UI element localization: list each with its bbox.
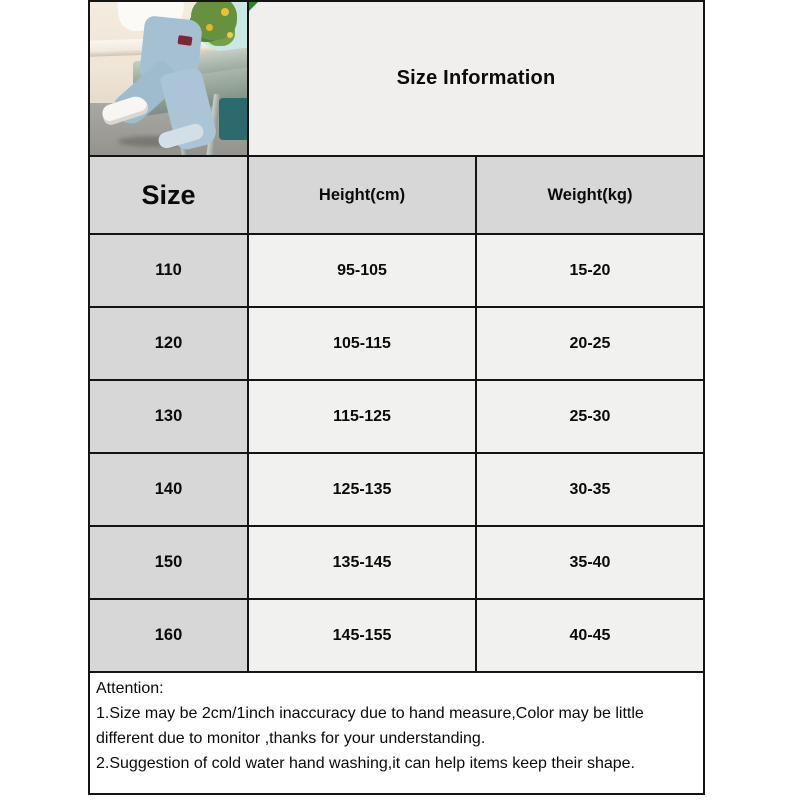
photo-plant-fruit <box>206 24 213 31</box>
size-cell: 160 <box>90 600 247 671</box>
size-cell: 140 <box>90 454 247 525</box>
green-corner-marker-icon <box>249 2 258 11</box>
height-cell: 145-155 <box>249 600 475 671</box>
size-chart-sheet <box>88 0 705 795</box>
column-header-size: Size <box>90 157 247 233</box>
weight-cell: 20-25 <box>477 308 703 379</box>
photo-plant-fruit <box>221 8 229 16</box>
photo-plant-fruit <box>227 32 233 38</box>
attention-heading: Attention: <box>96 680 164 697</box>
height-cell: 135-145 <box>249 527 475 598</box>
height-cell: 115-125 <box>249 381 475 452</box>
page-title: Size Information <box>396 67 556 89</box>
product-photo <box>90 2 247 155</box>
height-cell: 95-105 <box>249 235 475 306</box>
photo-jeans-red-label <box>177 35 192 46</box>
column-header-height: Height(cm) <box>249 157 475 233</box>
weight-cell: 15-20 <box>477 235 703 306</box>
attention-item: 2.Suggestion of cold water hand washing,it can help items keep their shape. <box>96 755 635 772</box>
height-cell: 105-115 <box>249 308 475 379</box>
size-information-title-cell <box>249 2 703 155</box>
photo-teal-stool <box>219 98 247 140</box>
attention-item: 1.Size may be 2cm/1inch inaccuracy due to hand measure,Color may be little different due to monitor ,thanks for your understanding. <box>96 705 644 747</box>
size-cell: 130 <box>90 381 247 452</box>
photo-scene <box>90 2 247 155</box>
size-cell: 120 <box>90 308 247 379</box>
size-cell: 150 <box>90 527 247 598</box>
size-cell: 110 <box>90 235 247 306</box>
column-header-weight: Weight(kg) <box>477 157 703 233</box>
attention-note <box>90 673 703 793</box>
weight-cell: 40-45 <box>477 600 703 671</box>
weight-cell: 35-40 <box>477 527 703 598</box>
height-cell: 125-135 <box>249 454 475 525</box>
weight-cell: 30-35 <box>477 454 703 525</box>
weight-cell: 25-30 <box>477 381 703 452</box>
